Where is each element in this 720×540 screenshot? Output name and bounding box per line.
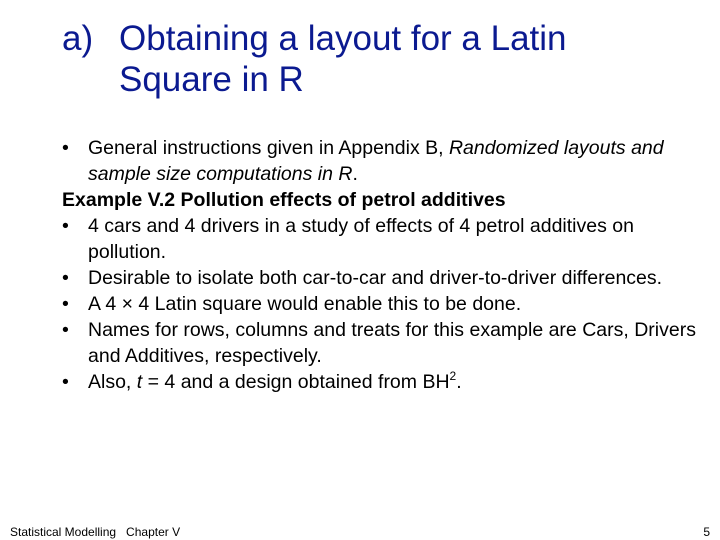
bullet-appendix-suffix: .	[352, 163, 358, 185]
footer-page-number: 5	[703, 525, 710, 539]
bullet-design-italic: t	[136, 371, 143, 393]
bullet-icon: •	[62, 215, 69, 237]
title-number: a)	[62, 19, 94, 58]
bullet-icon: •	[62, 319, 69, 341]
bullet-names-text: Names for rows, columns and treats for this example are Cars, Drivers and Additives, respectively.	[88, 319, 696, 367]
bullet-icon: •	[62, 137, 69, 159]
bullet-icon: •	[62, 371, 69, 393]
example-heading: Example V.2 Pollution effects of petrol additives	[62, 189, 506, 211]
bullet-design-middle: = 4 and a design obtained from BH	[142, 371, 450, 393]
bullet-icon: •	[62, 293, 69, 315]
bullet-design	[62, 369, 712, 395]
bullet-appendix	[62, 135, 712, 187]
bullet-cars-drivers-text: 4 cars and 4 drivers in a study of effects of 4 petrol additives on pollution.	[88, 215, 634, 263]
title-line-1: Obtaining a layout for a Latin	[119, 19, 567, 58]
bullet-isolate-text: Desirable to isolate both car-to-car and driver-to-driver differences.	[88, 267, 663, 289]
footer-course-label: Statistical Modelling Chapter V	[10, 525, 181, 539]
bullet-isolate	[62, 265, 712, 291]
bullet-icon: •	[62, 267, 69, 289]
bullet-latin-square-text: A 4 × 4 Latin square would enable this to be done.	[88, 293, 522, 315]
bullet-design-prefix: Also,	[88, 371, 137, 393]
slide-title	[62, 18, 702, 100]
bullet-cars-drivers	[62, 213, 712, 265]
bullet-appendix-italic: Randomized layouts and sample size computations in R	[88, 137, 664, 185]
slide-body	[62, 135, 712, 395]
bullet-design-superscript: 2	[449, 369, 457, 383]
bullet-names	[62, 317, 712, 369]
bullet-appendix-prefix: General instructions given in Appendix B,	[88, 137, 449, 159]
bullet-design-suffix: .	[456, 371, 462, 393]
title-line-2: Square in R	[119, 60, 304, 99]
bullet-latin-square	[62, 291, 712, 317]
